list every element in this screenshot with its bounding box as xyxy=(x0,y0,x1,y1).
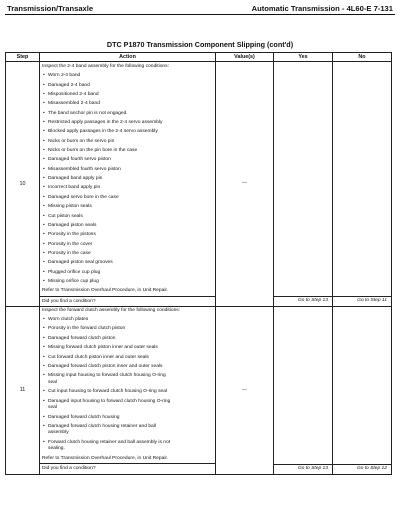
page-reference: Automatic Transmission - 4L60-E 7-131 xyxy=(251,4,393,13)
value-cell: — xyxy=(216,306,274,474)
condition-item: • Porosity in the pistons xyxy=(40,230,215,239)
question-text: Did you find a condition? xyxy=(40,463,215,473)
action-cell xyxy=(40,62,216,307)
condition-item: • Mispositioned 2-4 band xyxy=(40,90,215,99)
condition-item: • Worn 2-4 band xyxy=(40,71,215,80)
condition-item: • Worn clutch plates xyxy=(40,316,215,325)
condition-item: • Missing orifice cup plug xyxy=(40,277,215,286)
condition-item: • Damaged forward clutch housing xyxy=(40,413,215,422)
condition-item: • Damaged band apply pin xyxy=(40,174,215,183)
condition-item: • Porosity in the case xyxy=(40,249,215,258)
condition-item: • Cut input housing to forward clutch housing O-ring seal xyxy=(40,388,215,397)
condition-item: • Damaged forward clutch piston inner and outer seals xyxy=(40,363,215,372)
refer-note: Refer to Transmission Overhaul Procedure, in Unit Repair. xyxy=(42,288,169,294)
condition-item: • Missing input housing to forward clutch housing O-ring seal xyxy=(40,372,215,388)
column-header-action: Action xyxy=(40,53,216,62)
no-cell xyxy=(333,306,392,474)
yes-result: Go to Step 13 xyxy=(297,466,328,472)
condition-item: • Damaged forward clutch piston xyxy=(40,334,215,343)
column-header-values: Value(s) xyxy=(216,53,274,62)
column-header-yes: Yes xyxy=(274,53,333,62)
condition-item: • Damaged forward clutch housing retainer and ball assembly xyxy=(40,422,215,438)
action-intro: Inspect the 2-4 band assembly for the following conditions: xyxy=(42,64,169,69)
table-title: DTC P1870 Transmission Component Slipping (cont'd) xyxy=(106,40,294,49)
condition-item: • Damaged servo bore in the case xyxy=(40,193,215,202)
condition-item: • Damaged piston seal grooves xyxy=(40,258,215,267)
condition-item: • Misassembled fourth servo piston xyxy=(40,165,215,174)
column-header-no: No xyxy=(333,53,392,62)
yes-cell xyxy=(274,62,333,307)
page-header xyxy=(5,2,395,15)
yes-cell xyxy=(274,306,333,474)
header-rule xyxy=(5,14,395,15)
yes-result: Go to Step 13 xyxy=(297,298,328,304)
step-number: 10 xyxy=(6,62,40,307)
step-number: 11 xyxy=(6,306,40,474)
condition-item: • Nicks or burrs on the servo pin xyxy=(40,137,215,146)
table-row xyxy=(6,62,392,307)
question-text: Did you find a condition? xyxy=(40,296,215,306)
condition-item: • Damaged piston seals xyxy=(40,221,215,230)
action-cell xyxy=(40,306,216,474)
action-intro: Inspect the forward clutch assembly for the following conditions: xyxy=(42,307,181,313)
condition-item: • Damaged fourth servo piston xyxy=(40,155,215,164)
condition-item: • Damaged input housing to forward clutch housing O-ring seal xyxy=(40,397,215,413)
no-cell xyxy=(333,62,392,307)
condition-item: • Damaged 2-4 band xyxy=(40,81,215,90)
condition-item: • Cut piston seals xyxy=(40,212,215,221)
table-header-row xyxy=(6,53,392,62)
no-result: Go to Step 11 xyxy=(357,298,387,304)
condition-item: • Restricted apply passages in the 2-4 servo assembly xyxy=(40,118,215,127)
condition-item: • Blocked apply passages in the 2-4 servo assembly xyxy=(40,127,215,136)
refer-note: Refer to Transmission Overhaul Procedure, in Unit Repair. xyxy=(42,456,169,462)
value-cell: — xyxy=(216,62,274,307)
column-header-step: Step xyxy=(6,53,40,62)
condition-item: • Porosity in the forward clutch piston xyxy=(40,325,215,334)
diagnostic-table xyxy=(5,52,392,475)
condition-item: • The band anchor pin is not engaged. xyxy=(40,109,215,118)
condition-item: • Missing piston seals xyxy=(40,202,215,211)
condition-item: • Plugged orifice cup plug xyxy=(40,268,215,277)
condition-item: • Cut forward clutch piston inner and outer seals xyxy=(40,353,215,362)
condition-item: • Porosity in the cover xyxy=(40,240,215,249)
condition-item: • Missing forward clutch piston inner and outer seals xyxy=(40,344,215,353)
table-row xyxy=(6,306,392,474)
condition-item: • Incorrect band apply pin xyxy=(40,183,215,192)
section-title: Transmission/Transaxle xyxy=(7,4,94,13)
no-result: Go to Step 12 xyxy=(356,466,387,472)
condition-item: • Nicks or burrs on the pin bore in the case xyxy=(40,146,215,155)
condition-item: • Forward clutch housing retainer and ball assembly is not sealing. xyxy=(40,438,215,454)
condition-item: • Misassembled 2-4 band xyxy=(40,99,215,108)
